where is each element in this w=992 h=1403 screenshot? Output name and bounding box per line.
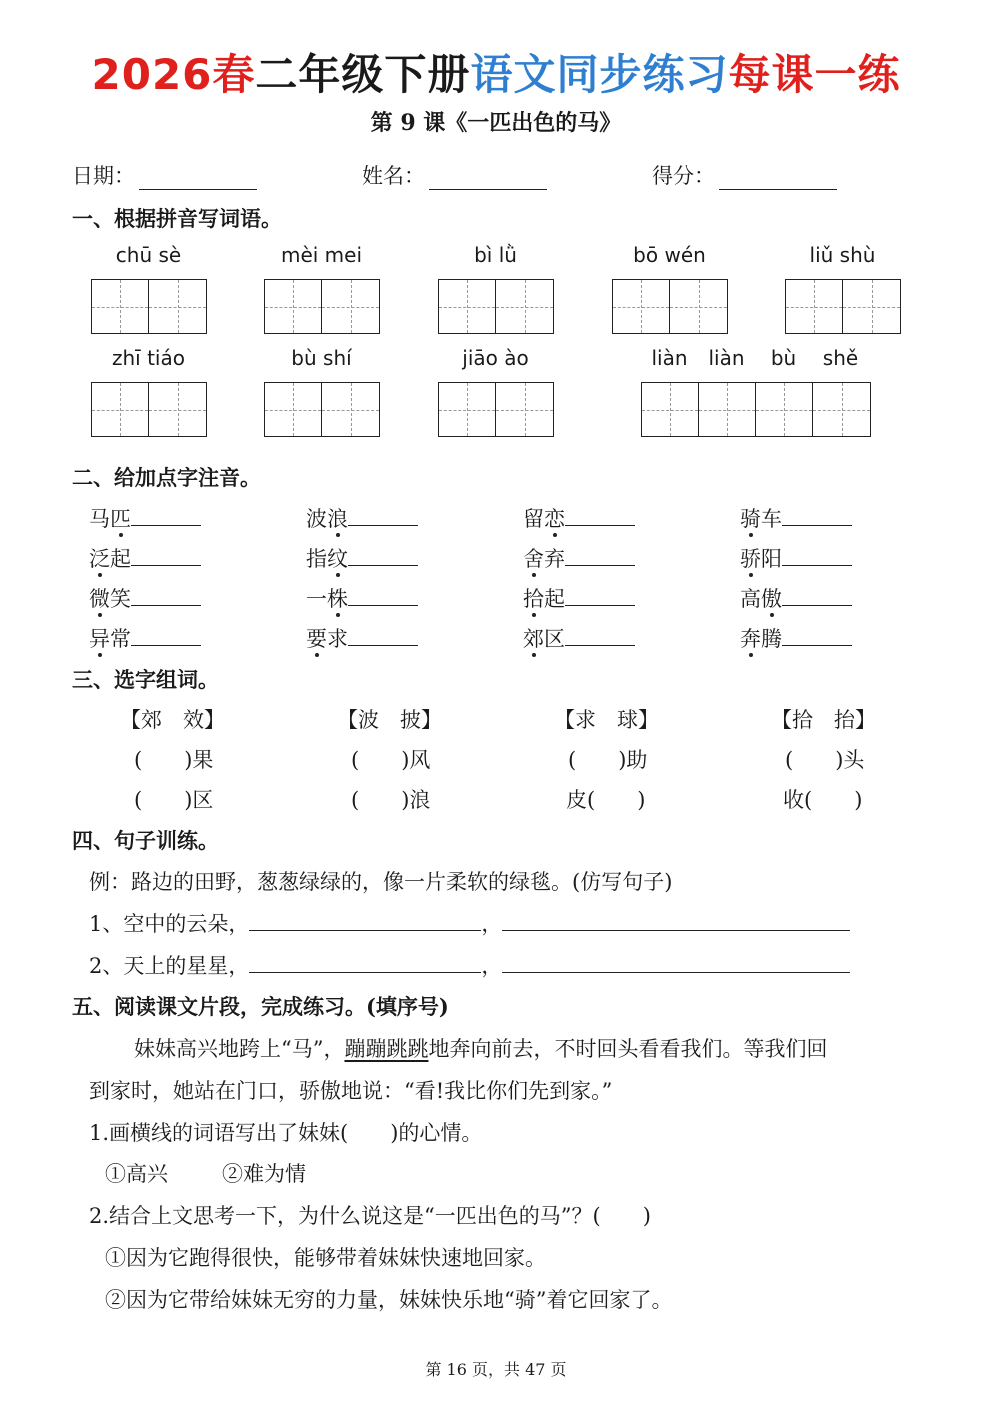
writing-grid[interactable]: [264, 382, 380, 437]
phonetic-item[interactable]: 要求: [306, 623, 418, 653]
q2-option-1[interactable]: ①因为它跑得很快，能够带着妹妹快速地回家。: [105, 1246, 546, 1270]
example-sentence: 例：路边的田野，葱葱绿绿的，像一片柔软的绿毯。(仿写句子): [89, 870, 673, 894]
date-line[interactable]: [139, 169, 257, 190]
phonetic-item[interactable]: 波浪: [306, 503, 418, 533]
char-pair: 【求 球】: [554, 708, 659, 732]
comma: ，: [481, 912, 503, 936]
section-4-heading: 四、句子训练。: [72, 828, 219, 853]
pinyin-label: zhī tiáo: [112, 346, 185, 370]
pinyin-label: bù: [770, 346, 797, 370]
section-5-heading: 五、阅读课文片段，完成练习。(填序号): [72, 994, 449, 1019]
writing-grid[interactable]: [438, 279, 554, 334]
fill-word[interactable]: ( )风: [351, 748, 431, 772]
char-pair: 【波 披】: [337, 708, 442, 732]
phonetic-item[interactable]: 骄阳: [740, 543, 852, 573]
pinyin-label: bù shí: [291, 346, 352, 370]
score-field[interactable]: [652, 160, 837, 190]
score-line[interactable]: [719, 169, 837, 190]
pinyin-label: bì lǜ: [474, 243, 517, 267]
writing-grid[interactable]: [438, 382, 554, 437]
page-title: [0, 42, 992, 102]
phonetic-item[interactable]: 舍弃: [523, 543, 635, 573]
name-field[interactable]: [362, 160, 547, 190]
q2-option-2[interactable]: ②因为它带给妹妹无穷的力量，妹妹快乐地“骑”着它回家了。: [105, 1288, 673, 1312]
fill-word[interactable]: ( )区: [134, 788, 214, 812]
title-part-grade: 二年级下册: [255, 50, 471, 99]
phonetic-item[interactable]: 骑车: [740, 503, 852, 533]
char-pair: 【郊 效】: [120, 708, 225, 732]
phonetic-item[interactable]: 异常: [89, 623, 201, 653]
name-line[interactable]: [429, 169, 547, 190]
passage-line-2: 到家时，她站在门口，骄傲地说：“看!我比你们先到家。”: [89, 1079, 613, 1103]
pinyin-label: liàn: [708, 346, 745, 370]
phonetic-item[interactable]: 泛起: [89, 543, 201, 573]
phonetic-item[interactable]: 指纹: [306, 543, 418, 573]
fill-word[interactable]: ( )果: [134, 748, 214, 772]
phonetic-item[interactable]: 奔腾: [740, 623, 852, 653]
sentence-item-1[interactable]: [89, 908, 850, 938]
lesson-title: 第 9 课《一匹出色的马》: [370, 110, 622, 136]
pinyin-label: bō wén: [633, 243, 706, 267]
writing-grid[interactable]: [91, 382, 207, 437]
pinyin-label: jiāo ào: [462, 346, 529, 370]
fill-word[interactable]: 收( ): [783, 788, 863, 812]
pinyin-label: liàn: [651, 346, 688, 370]
fill-word[interactable]: 皮( ): [566, 788, 646, 812]
question-1: 1.画横线的词语写出了妹妹( )的心情。: [89, 1121, 483, 1145]
fill-word[interactable]: ( )头: [785, 748, 865, 772]
phonetic-item[interactable]: 微笑: [89, 583, 201, 613]
phonetic-item[interactable]: 高傲: [740, 583, 852, 613]
fill-word[interactable]: ( )浪: [351, 788, 431, 812]
section-3-heading: 三、选字组词。: [72, 667, 219, 692]
score-label: 得分：: [652, 164, 715, 188]
pinyin-label: liǔ shù: [809, 243, 876, 267]
sentence-prompt: 1、空中的云朵，: [89, 912, 250, 936]
pinyin-label: mèi mei: [280, 243, 363, 267]
phonetic-item[interactable]: 留恋: [523, 503, 635, 533]
answer-line[interactable]: [502, 954, 850, 973]
q1-option-1[interactable]: ①高兴: [105, 1162, 168, 1186]
answer-line[interactable]: [249, 954, 481, 973]
writing-grid[interactable]: [785, 279, 901, 334]
answer-line[interactable]: [249, 912, 481, 931]
char-pair: 【拾 抬】: [771, 708, 876, 732]
q1-option-2[interactable]: ②难为情: [222, 1162, 306, 1186]
sentence-prompt: 2、天上的星星，: [89, 954, 250, 978]
phonetic-item[interactable]: 拾起: [523, 583, 635, 613]
name-label: 姓名：: [362, 164, 425, 188]
question-2: 2.结合上文思考一下，为什么说这是“一匹出色的马”？( ): [89, 1204, 651, 1228]
title-part-subject: 语文同步练习: [470, 50, 729, 99]
comma: ，: [481, 954, 503, 978]
title-part-year: 2026春: [91, 50, 256, 99]
writing-grid[interactable]: [91, 279, 207, 334]
section-1-heading: 一、根据拼音写词语。: [72, 206, 282, 231]
page-number: 第 16 页，共 47 页: [425, 1360, 567, 1379]
phonetic-item[interactable]: 马匹: [89, 503, 201, 533]
writing-grid-four[interactable]: [641, 382, 871, 437]
underlined-word: 蹦蹦跳跳: [344, 1037, 429, 1061]
sentence-item-2[interactable]: [89, 950, 850, 980]
date-field[interactable]: [72, 160, 257, 190]
section-2-heading: 二、给加点字注音。: [72, 465, 261, 490]
pinyin-label: chū sè: [115, 243, 182, 267]
title-part-series: 每课一练: [728, 50, 901, 99]
writing-grid[interactable]: [264, 279, 380, 334]
phonetic-item[interactable]: 郊区: [523, 623, 635, 653]
fill-word[interactable]: ( )助: [568, 748, 648, 772]
writing-grid[interactable]: [612, 279, 728, 334]
answer-line[interactable]: [502, 912, 850, 931]
phonetic-item[interactable]: 一株: [306, 583, 418, 613]
pinyin-label: shě: [822, 346, 859, 370]
date-label: 日期：: [72, 164, 135, 188]
passage-line-1: 妹妹高兴地跨上“马”，蹦蹦跳跳地奔向前去，不时回头看看我们。等我们回: [134, 1037, 828, 1061]
